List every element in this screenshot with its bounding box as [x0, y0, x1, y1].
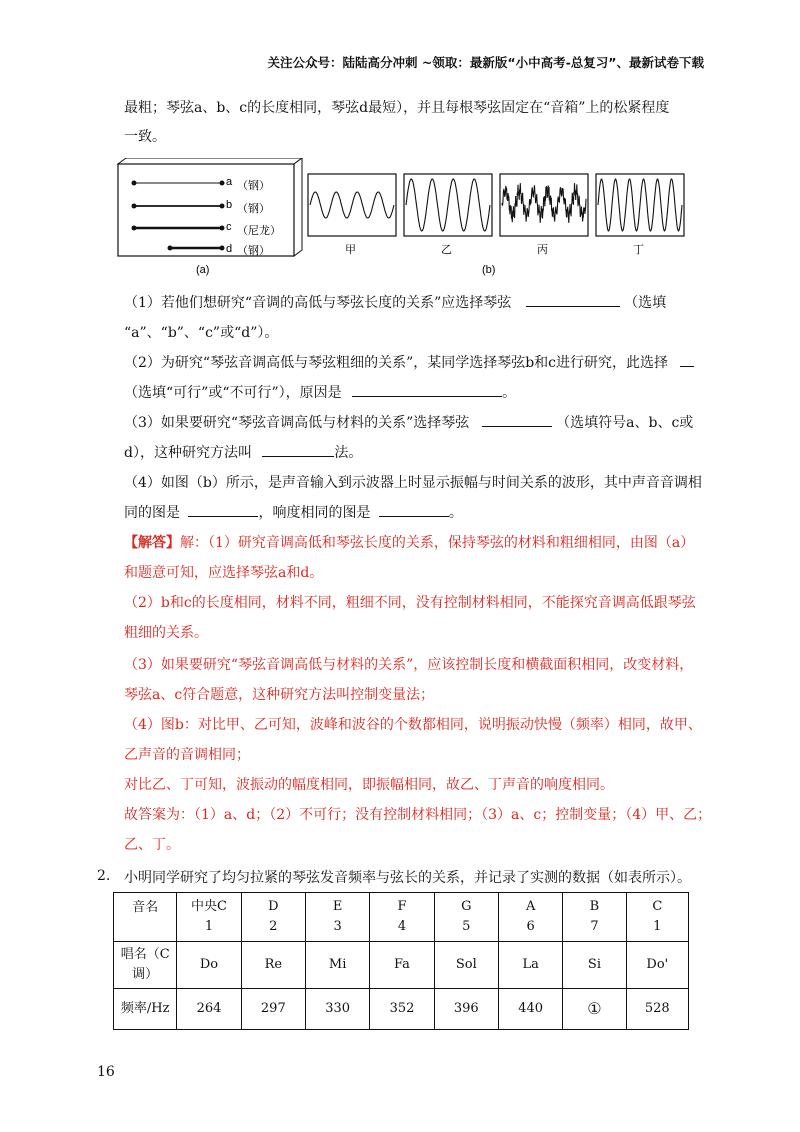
- intro-line-2: 一致。: [124, 129, 166, 145]
- string-d-material: （钢）: [237, 244, 270, 257]
- table-cell: C 1: [626, 893, 688, 942]
- answer-line-11: 乙、丁。: [124, 837, 180, 853]
- q4-blank-2[interactable]: [379, 503, 449, 517]
- q3-hint: （选填符号a、b、c或: [556, 415, 694, 431]
- table-cell: 352: [370, 989, 434, 1030]
- waveform-label-jia: 甲: [345, 243, 356, 256]
- table-cell: 330: [305, 989, 369, 1030]
- figure-a-board: [118, 158, 302, 256]
- q4-end: 。: [448, 505, 463, 521]
- answer-line-3: （2）b和c的长度相同，材料不同，粗细不同，没有控制材料相同，不能探究音调高低跟琴弦: [124, 595, 696, 611]
- q1-line-2: “a”、“b”、“c”或“d”）。: [124, 325, 279, 341]
- answer-line-9: 对比乙、丁可知，波振动的幅度相同，即振幅相同，故乙、丁声音的响度相同。: [124, 777, 614, 793]
- q2-line-1: [124, 353, 694, 373]
- table-header-solfege: 唱名（C 调）: [114, 942, 177, 989]
- q2-text: （2）为研究“琴弦音调高低与琴弦粗细的关系”，某同学选择琴弦b和c进行研究，此选择: [124, 355, 669, 371]
- string-b-label: b: [226, 199, 233, 211]
- answer-line-4: 粗细的关系。: [124, 625, 208, 641]
- answer-line-7: （4）图b：对比甲、乙可知，波峰和波谷的个数都相同，说明振动快慢（频率）相同，故甲、: [124, 717, 702, 733]
- q1-hint: （选填: [624, 295, 667, 311]
- q3-end: 法。: [334, 445, 363, 461]
- answer-line-2: 和题意可知，应选择琴弦a和d。: [124, 565, 324, 581]
- q4-line-2: [124, 503, 463, 523]
- string-c-material: （尼龙）: [237, 224, 281, 237]
- table-header-frequency: 频率/Hz: [114, 989, 177, 1030]
- table-cell: Fa: [370, 942, 434, 989]
- q3-method: d），这种研究方法叫: [124, 445, 252, 461]
- waveform-label-ding: 丁: [633, 243, 644, 256]
- waveform-label-bing: 丙: [537, 243, 548, 256]
- table-cell: 中央C 1: [177, 893, 241, 942]
- q3-line-1: [124, 413, 693, 433]
- q2-blank-1[interactable]: [680, 353, 694, 367]
- table-cell: 297: [241, 989, 305, 1030]
- table-cell: La: [498, 942, 562, 989]
- answer-line-10: 故答案为：（1）a、d；（2）不可行；没有控制材料相同；（3）a、c；控制变量；（4）甲、乙；: [124, 807, 712, 823]
- table-cell: A 6: [498, 893, 562, 942]
- figure-b-caption: (b): [482, 264, 496, 276]
- answer-text-1: 解：（1）研究音调高低和琴弦长度的关系，保持琴弦的材料和粗细相同，由图（a）: [180, 535, 695, 551]
- figure-a-caption: (a): [196, 264, 210, 276]
- figure-strings-waveforms: [116, 158, 696, 278]
- answer-line-5: （3）如果要研究“琴弦音调高低与材料的关系”，应该控制长度和横截面积相同，改变材料，: [124, 657, 694, 673]
- page-number: 16: [97, 1064, 115, 1080]
- intro-line-1: 最粗；琴弦a、b、c的长度相同，琴弦d最短），并且每根琴弦固定在“音箱”上的松紧程度: [124, 100, 670, 116]
- table-cell: 264: [177, 989, 241, 1030]
- q2-blank-2[interactable]: [352, 383, 502, 397]
- table-cell-blank-1: ①: [563, 989, 626, 1030]
- string-b-material: （钢）: [237, 202, 270, 215]
- table-header-note-name: 音名: [114, 893, 177, 942]
- q4-blank-1[interactable]: [188, 503, 258, 517]
- page-header: 关注公众号：陆陆高分冲刺 ~领取：最新版“小中高考-总复习”、最新试卷下载: [267, 55, 704, 70]
- table-cell: 396: [434, 989, 498, 1030]
- table-cell: Sol: [434, 942, 498, 989]
- table-cell: Si: [563, 942, 626, 989]
- string-c-label: c: [226, 221, 232, 233]
- q3-text: （3）如果要研究“琴弦音调高低与材料的关系”选择琴弦: [124, 415, 470, 431]
- table-cell: Do: [177, 942, 241, 989]
- q4-text: 同的图是: [124, 505, 180, 521]
- table-cell: 528: [626, 989, 688, 1030]
- table-cell: B 7: [563, 893, 626, 942]
- q1-text: （1）若他们想研究“音调的高低与琴弦长度的关系”应选择琴弦: [124, 295, 512, 311]
- q4-mid: ，响度相同的图是: [258, 505, 371, 521]
- waveform-label-yi: 乙: [441, 243, 452, 256]
- table-cell: E 3: [305, 893, 369, 942]
- string-a-material: （钢）: [237, 179, 270, 192]
- table-cell: 440: [498, 989, 562, 1030]
- table-cell: Do': [626, 942, 688, 989]
- table-cell: G 5: [434, 893, 498, 942]
- string-a-label: a: [226, 176, 233, 188]
- table-cell: D 2: [241, 893, 305, 942]
- q4-line-1: （4）如图（b）所示，是声音输入到示波器上时显示振幅与时间关系的波形，其中声音音调相: [124, 475, 702, 491]
- q3-line-2: [124, 443, 362, 463]
- table-row-frequency: [114, 989, 689, 1030]
- table-cell: F 4: [370, 893, 434, 942]
- table-row-note-name: [114, 893, 689, 942]
- q1-blank[interactable]: [526, 293, 620, 307]
- string-d-label: d: [226, 243, 233, 255]
- question-2-text: 小明同学研究了均匀拉紧的琴弦发音频率与弦长的关系，并记录了实测的数据（如表所示）。: [124, 870, 691, 886]
- table-cell: Mi: [305, 942, 369, 989]
- q2-line-2: [124, 383, 516, 403]
- table-cell: Re: [241, 942, 305, 989]
- answer-line-1: [124, 533, 694, 553]
- q2-hint: （选填“可行”或“不可行”），原因是: [124, 385, 342, 401]
- q3-blank-2[interactable]: [262, 443, 334, 457]
- q3-blank-1[interactable]: [482, 413, 552, 427]
- answer-line-6: 琴弦a、c符合题意，这种研究方法叫控制变量法；: [124, 687, 435, 703]
- answer-line-8: 乙声音的音调相同；: [124, 747, 250, 763]
- table-row-solfege: [114, 942, 689, 989]
- question-2-number: 2.: [97, 868, 111, 884]
- q1-line-1: [124, 293, 666, 313]
- q2-end: 。: [502, 385, 517, 401]
- answer-tag: 【解答】: [124, 535, 180, 551]
- frequency-table: [113, 892, 689, 1030]
